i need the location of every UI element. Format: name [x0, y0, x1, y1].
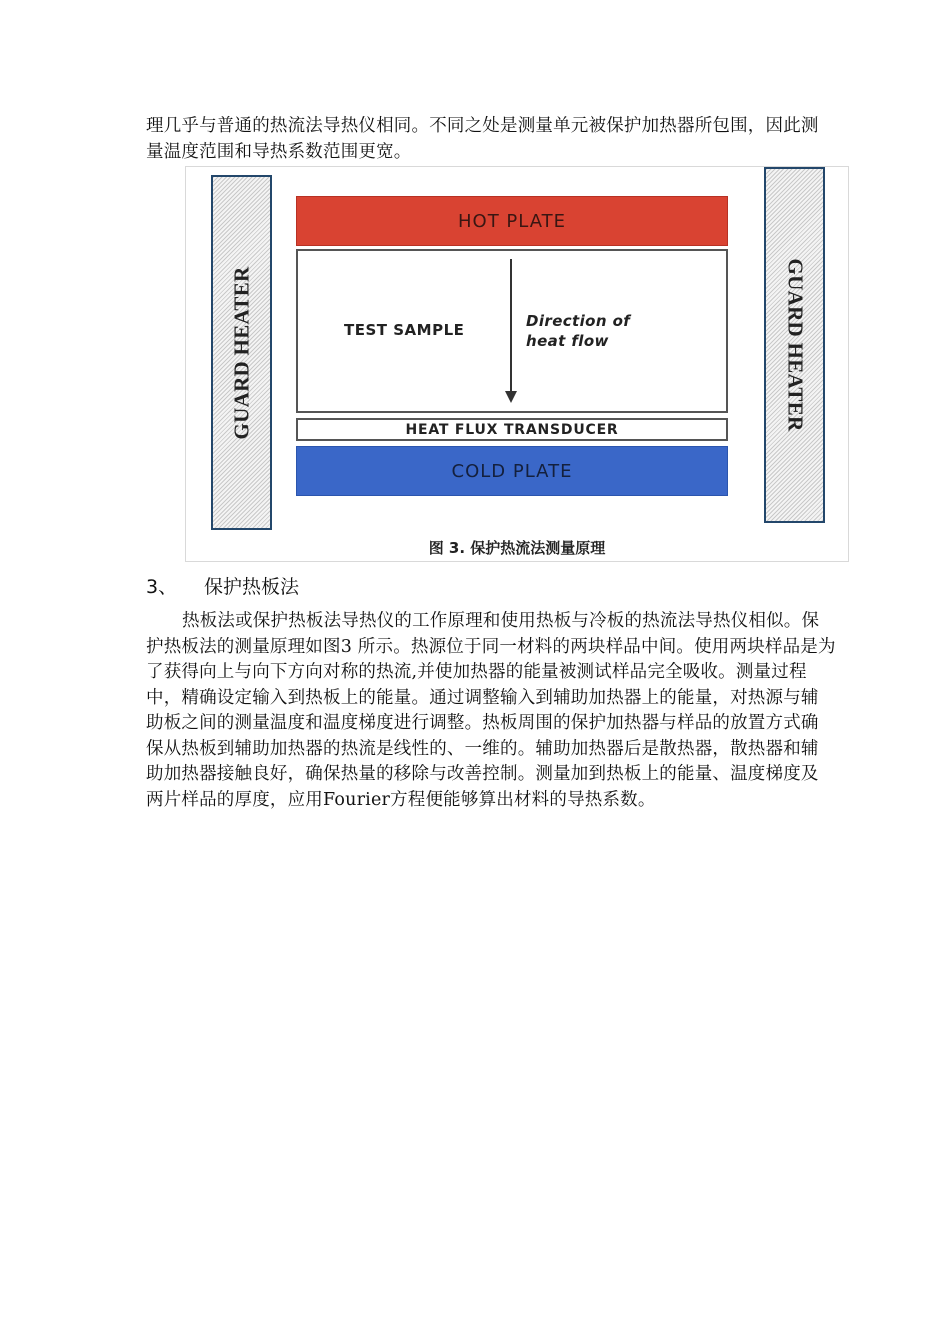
- heat-flow-arrow-line: [510, 259, 512, 393]
- heat-flow-direction-label: [526, 311, 630, 351]
- cold-plate: COLD PLATE: [296, 446, 728, 496]
- section-heading: [146, 572, 299, 599]
- direction-line-1: Direction of: [526, 312, 631, 330]
- figure-caption: 图 3. 保护热流法测量原理: [428, 539, 606, 557]
- heat-flux-transducer: HEAT FLUX TRANSDUCER: [296, 418, 728, 441]
- direction-line-2: heat flow: [526, 332, 609, 350]
- guard-heater-left: [211, 175, 272, 530]
- section-title: 保护热板法: [204, 576, 300, 598]
- hot-plate: HOT PLATE: [296, 196, 728, 246]
- guard-heater-right: [764, 167, 825, 523]
- test-sample: [296, 249, 728, 413]
- intro-paragraph: 理几乎与普通的热流法导热仪相同。不同之处是测量单元被保护加热器所包围，因此测量温度范围和导热系数范围更宽。: [146, 116, 819, 162]
- body-paragraph: 热板法或保护热板法导热仪的工作原理和使用热板与冷板的热流法导热仪相似。保护热板法的测量原理如图3 所示。热源位于同一材料的两块样品中间。使用两块样品是为了获得向上与向下方向对称的热流,并使加热器的能量被测试样品完全吸收。测量过程中，精确设定输入到热板上的能量。通过调整输入到辅助加热器上的能量，对热源与辅助板之间的测量温度和温度梯度进行调整。热板周围的保护加热器与样品的放置方式确保从热板到辅助加热器的热流是线性的、一维的。辅助加热器后是散热器，散热器和辅助加热器接触良好，确保热量的移除与改善控制。测量加到热板上的能量、温度梯度及两片样品的厚度，应用Fourier方程便能够算出材料的导热系数。: [146, 611, 836, 810]
- guard-heater-left-label: GUARD HEATER: [229, 266, 253, 439]
- test-sample-label: TEST SAMPLE: [344, 321, 465, 339]
- guard-heater-right-label: GUARD HEATER: [783, 258, 807, 432]
- section-number: 3、: [146, 576, 178, 598]
- heat-flow-arrow-head-icon: [505, 391, 517, 403]
- guarded-heat-flow-figure: [185, 166, 849, 562]
